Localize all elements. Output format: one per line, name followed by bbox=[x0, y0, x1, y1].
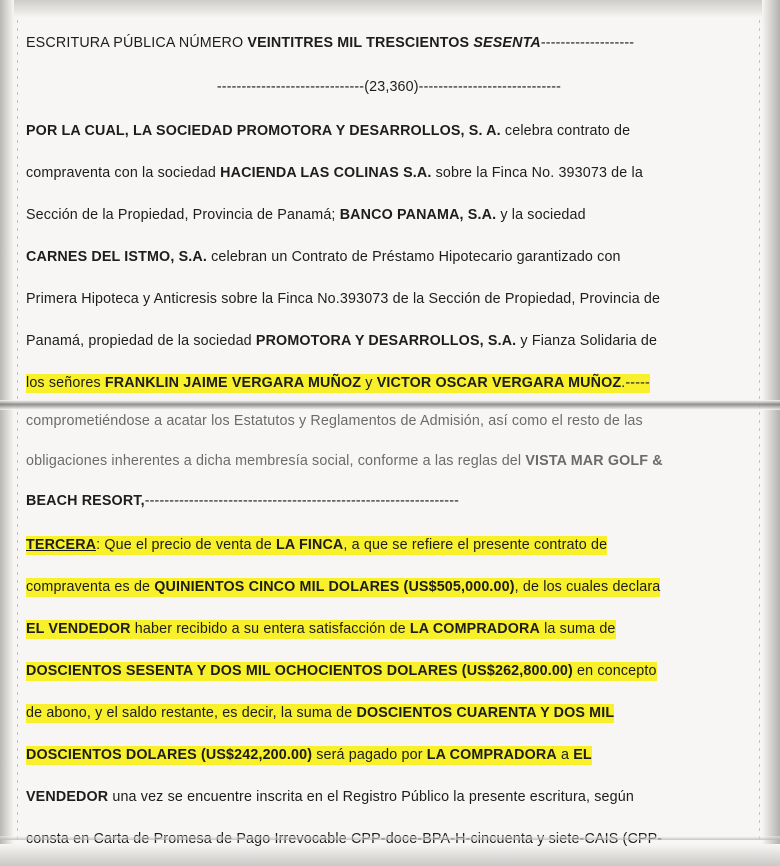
text-run: será pagado por bbox=[312, 747, 427, 763]
margin-guide-left bbox=[17, 20, 18, 840]
document-line bbox=[26, 454, 663, 468]
document-line bbox=[26, 166, 643, 180]
document-line bbox=[26, 622, 616, 636]
document-line bbox=[26, 124, 630, 138]
text-run: BEACH RESORT, bbox=[26, 493, 145, 509]
scan-edge-top bbox=[0, 0, 780, 18]
text-run: , a que se refiere el presente contrato de bbox=[343, 537, 608, 553]
text-run: haber recibido a su entera satisfacción de bbox=[130, 621, 410, 637]
scan-edge-left bbox=[0, 0, 14, 866]
text-run: de abono, y el saldo restante, es decir, la suma de bbox=[26, 705, 357, 721]
scan-edge-right bbox=[762, 0, 780, 866]
text-run: y bbox=[361, 375, 377, 391]
text-run: LA COMPRADORA bbox=[426, 747, 557, 763]
text-run: .----- bbox=[621, 375, 650, 391]
text-run: comprometiéndose a acatar los Estatutos y Reglamentos de Admisión, así como el resto de las bbox=[26, 413, 643, 429]
text-run: VENDEDOR bbox=[26, 789, 109, 805]
text-run: Primera Hipoteca y Anticresis sobre la Finca No.393073 de la Sección de Propiedad, Provincia de bbox=[26, 291, 661, 307]
text-run: ------------------- bbox=[540, 35, 635, 51]
text-run: , de los cuales declara bbox=[514, 579, 661, 595]
text-run: VEINTITRES MIL TRESCIENTOS bbox=[247, 35, 474, 51]
document-line bbox=[26, 790, 634, 804]
text-run: obligaciones inherentes a dicha membresía social, conforme a las reglas del bbox=[26, 453, 526, 469]
text-run: compraventa con la sociedad bbox=[26, 165, 221, 181]
text-run: ---------------------------------------------------------------- bbox=[144, 493, 460, 509]
text-run: : Que el precio de venta de bbox=[96, 537, 277, 553]
text-run: POR LA CUAL, LA SOCIEDAD PROMOTORA Y DESARROLLOS, S. A. bbox=[26, 123, 501, 139]
text-run: a bbox=[556, 747, 574, 763]
text-run: Panamá, propiedad de la sociedad bbox=[26, 333, 256, 349]
text-run: celebran un Contrato de Préstamo Hipotecario garantizado con bbox=[206, 249, 621, 265]
text-run: CARNES DEL ISTMO, S.A. bbox=[26, 249, 207, 265]
text-run: DOSCIENTOS SESENTA Y DOS MIL OCHOCIENTOS DOLARES (US$262,800.00) bbox=[26, 663, 573, 679]
document-line bbox=[26, 36, 634, 50]
margin-guide-right bbox=[759, 20, 760, 840]
document-line bbox=[26, 292, 660, 306]
text-run: EL bbox=[573, 747, 592, 763]
text-run: EL VENDEDOR bbox=[26, 621, 131, 637]
text-run: TERCERA bbox=[26, 537, 97, 553]
text-run: BANCO PANAMA, S.A. bbox=[339, 207, 497, 223]
document-line bbox=[26, 376, 650, 390]
document-line bbox=[26, 538, 607, 552]
text-run: y la sociedad bbox=[496, 207, 586, 223]
document-line bbox=[26, 334, 657, 348]
document-line bbox=[26, 414, 643, 428]
text-run: ESCRITURA PÚBLICA NÚMERO bbox=[26, 35, 248, 51]
document-line bbox=[26, 80, 752, 94]
document-line bbox=[26, 706, 614, 720]
text-run: la suma de bbox=[539, 621, 616, 637]
text-run: DOSCIENTOS CUARENTA Y DOS MIL bbox=[356, 705, 615, 721]
document-text-body bbox=[26, 26, 752, 838]
text-run: los señores bbox=[26, 375, 105, 391]
text-run: LA COMPRADORA bbox=[409, 621, 540, 637]
text-run: una vez se encuentre inscrita en el Registro Público la presente escritura, según bbox=[108, 789, 634, 805]
text-run: FRANKLIN JAIME VERGARA MUÑOZ bbox=[104, 375, 362, 391]
document-line bbox=[26, 250, 621, 264]
document-line bbox=[26, 208, 586, 222]
text-run: celebra contrato de bbox=[500, 123, 631, 139]
text-run: PROMOTORA Y DESARROLLOS, S.A. bbox=[255, 333, 517, 349]
text-run: y Fianza Solidaria de bbox=[516, 333, 658, 349]
text-run: HACIENDA LAS COLINAS S.A. bbox=[220, 165, 432, 181]
scan-edge-bottom bbox=[0, 844, 780, 866]
text-run: QUINIENTOS CINCO MIL DOLARES (US$505,000.00) bbox=[154, 579, 515, 595]
text-run: Sección de la Propiedad, Provincia de Panamá; bbox=[26, 207, 340, 223]
document-line bbox=[26, 580, 660, 594]
text-run: VISTA MAR GOLF & bbox=[525, 453, 663, 469]
document-line bbox=[26, 494, 459, 508]
text-run: VICTOR OSCAR VERGARA MUÑOZ bbox=[376, 375, 622, 391]
text-run: LA FINCA bbox=[276, 537, 344, 553]
text-run: en concepto bbox=[572, 663, 657, 679]
text-run: sobre la Finca No. 393073 de la bbox=[431, 165, 643, 181]
text-run: compraventa es de bbox=[26, 579, 155, 595]
text-run: ------------------------------(23,360)----------------------------- bbox=[216, 79, 562, 95]
document-line bbox=[26, 664, 657, 678]
page-fold-seam bbox=[0, 400, 780, 410]
text-run: DOSCIENTOS DOLARES (US$242,200.00) bbox=[26, 747, 313, 763]
text-run: SESENTA bbox=[473, 35, 541, 51]
page-bottom-seam bbox=[0, 836, 780, 840]
document-line bbox=[26, 748, 592, 762]
